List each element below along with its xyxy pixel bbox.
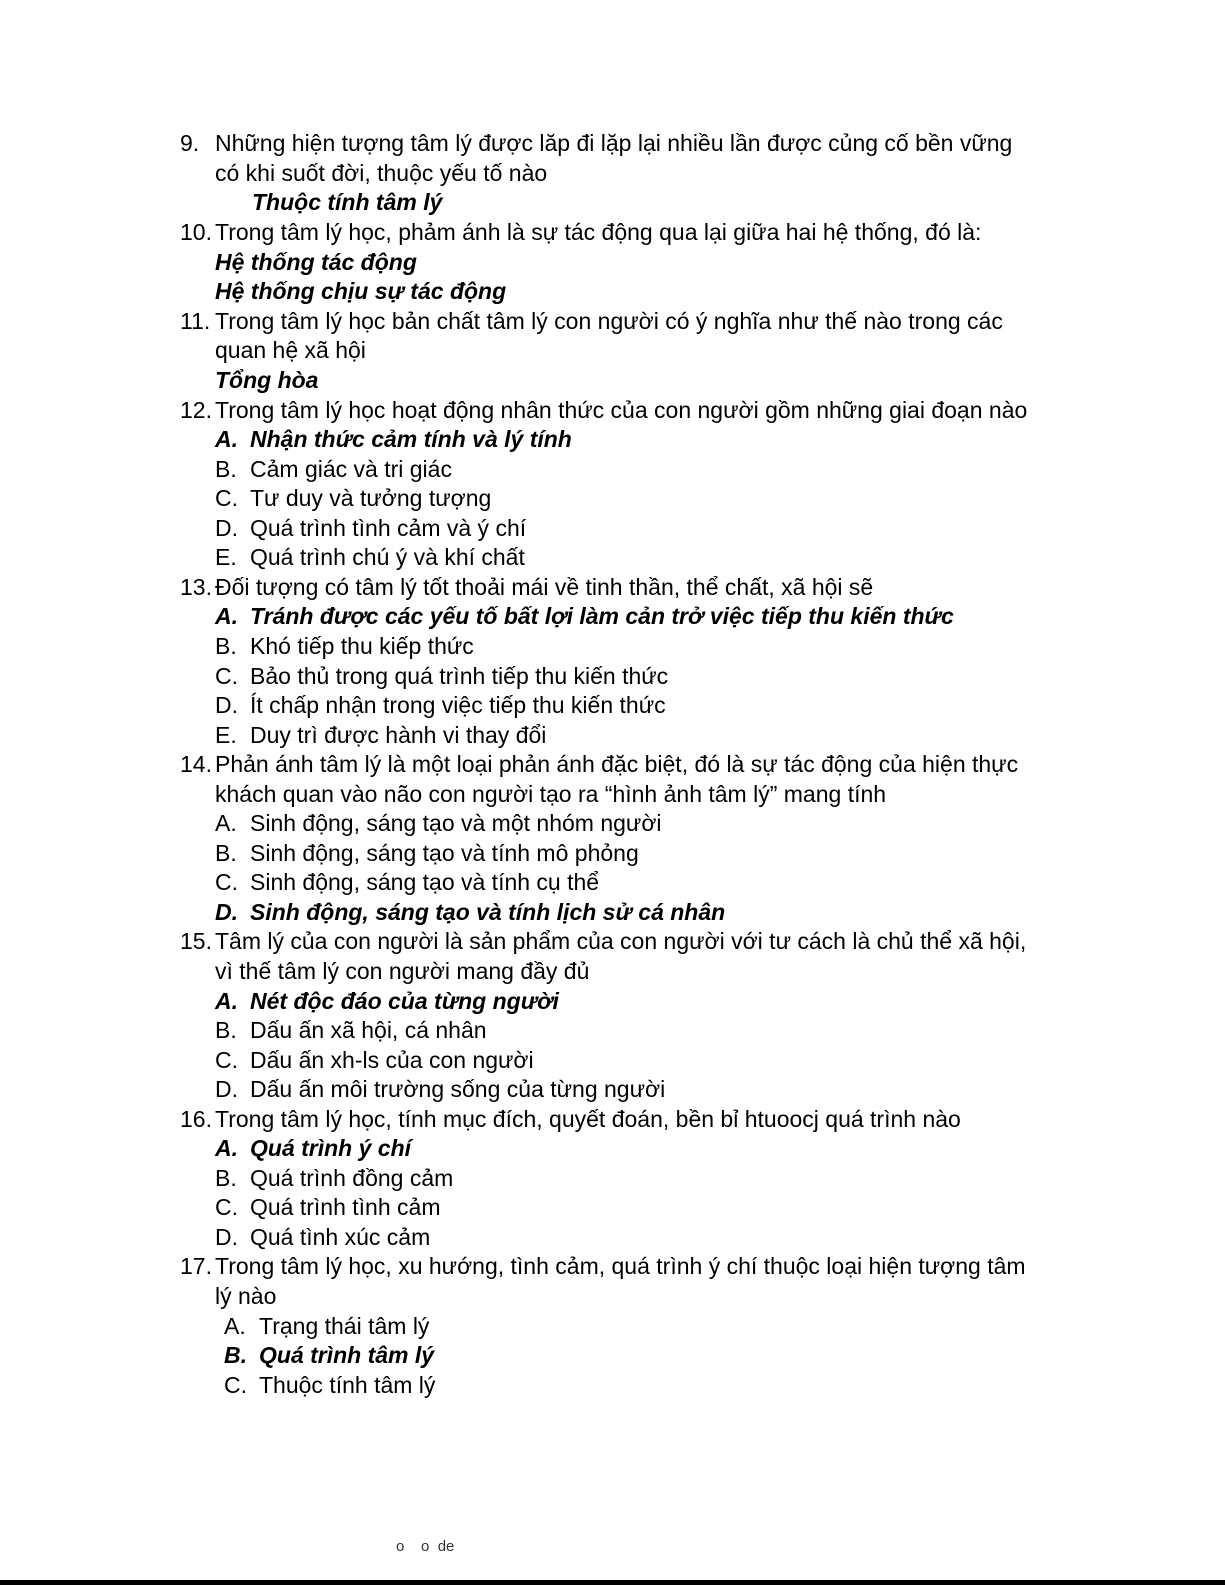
option-text: Quá trình chú ý và khí chất [250,544,525,570]
option-letter: D. [215,899,238,925]
option [215,632,474,662]
question-text: Trong tâm lý học, phảm ánh là sự tác động qua lại giữa hai hệ thống, đó là: [215,219,982,245]
option [215,1164,453,1194]
option-correct [215,987,559,1017]
question-text: Trong tâm lý học hoạt động nhân thức của con người gồm những giai đoạn nào [215,397,1028,423]
question-text: Đối tượng có tâm lý tốt thoải mái về tinh thần, thể chất, xã hội sẽ [215,574,874,600]
option-letter: D. [215,692,238,718]
answer-text: Hệ thống chịu sự tác động [215,278,507,304]
option-text: Trạng thái tâm lý [259,1313,430,1339]
question-text: Trong tâm lý học bản chất tâm lý con người có ý nghĩa như thế nào trong các [215,308,1003,334]
option-text: Duy trì được hành vi thay đổi [250,722,547,748]
option-text: Tư duy và tưởng tượng [250,485,492,511]
option-text: Khó tiếp thu kiếp thức [250,633,474,659]
option [215,868,599,898]
option [215,1046,534,1076]
question-number: 12. [180,397,212,423]
question-text: quan hệ xã hội [215,337,366,363]
option-letter: C. [215,663,238,689]
option [224,1312,429,1342]
question-number: 11. [180,308,211,334]
option-text: Sinh động, sáng tạo và một nhóm người [250,810,662,836]
option-text: Quá tình xúc cảm [250,1224,431,1250]
option-correct [215,1134,411,1164]
option-letter: A. [215,603,238,629]
question-text: Trong tâm lý học, tính mục đích, quyết đoán, bền bỉ htuoocj quá trình nào [215,1106,961,1132]
option-text: Quá trình ý chí [250,1135,412,1161]
option [215,1016,487,1046]
option-letter: E. [215,722,237,748]
option [215,484,491,514]
option-text: Nhận thức cảm tính và lý tính [250,426,572,452]
option-text: Sinh động, sáng tạo và tính lịch sử cá nhân [250,899,726,925]
option-letter: B. [215,456,237,482]
option-letter: C. [215,1047,238,1073]
option-text: Quá trình tình cảm [250,1194,441,1220]
option-letter: B. [215,1165,237,1191]
option [215,662,668,692]
option-text: Dấu ấn môi trường sống của từng người [250,1076,666,1102]
answer-text: Hệ thống tác động [215,249,417,275]
option-text: Quá trình đồng cảm [250,1165,454,1191]
option-text: Sinh động, sáng tạo và tính cụ thể [250,869,600,895]
option-letter: B. [215,1017,237,1043]
question-text: Tâm lý của con người là sản phẩm của con người với tư cách là chủ thể xã hội, [215,928,1027,954]
question-text: Phản ánh tâm lý là một loại phản ánh đặc biệt, đó là sự tác động của hiện thực [215,751,1019,777]
question-number: 15. [180,928,212,954]
option-letter: C. [215,869,238,895]
option-correct [215,602,954,632]
option [215,543,525,573]
option-letter: B. [224,1342,247,1368]
option-text: Sinh động, sáng tạo và tính mô phỏng [250,840,639,866]
option-text: Ít chấp nhận trong việc tiếp thu kiến thức [250,692,666,718]
question-number: 14. [180,751,212,777]
option-letter: B. [215,633,237,659]
answer-text: Tổng hòa [215,367,319,393]
option [215,691,666,721]
option [215,1193,440,1223]
option-correct [224,1341,434,1371]
option-letter: D. [215,515,238,541]
option-text: Quá trình tình cảm và ý chí [250,515,527,541]
question-number: 17. [180,1253,212,1279]
question-text: vì thế tâm lý con người mang đầy đủ [215,958,590,984]
question-text: có khi suốt đời, thuộc yếu tố nào [215,160,548,186]
question-text: Những hiện tượng tâm lý được lăp đi lặp lại nhiều lần được củng cố bền vững [215,130,1013,156]
option-letter: C. [215,485,238,511]
option [215,839,639,869]
question-number: 13. [180,574,212,600]
option-letter: E. [215,544,237,570]
option-letter: D. [215,1076,238,1102]
option-letter: A. [215,1135,238,1161]
answer-text: Thuộc tính tâm lý [252,189,443,215]
option-text: Dấu ấn xã hội, cá nhân [250,1017,487,1043]
option-correct [215,898,725,928]
option [215,514,526,544]
option-letter: A. [224,1313,246,1339]
option-letter: B. [215,840,237,866]
option-text: Nét độc đáo của từng người [250,988,559,1014]
option [215,721,546,751]
option-letter: C. [224,1372,247,1398]
option-letter: A. [215,426,238,452]
option-correct [215,425,572,455]
question-number: 10. [180,219,212,245]
option-text: Thuộc tính tâm lý [259,1372,436,1398]
option [215,455,452,485]
question-text: lý nào [215,1283,277,1309]
option-text: Cảm giác và tri giác [250,456,452,482]
question-text: khách quan vào não con người tạo ra “hình ảnh tâm lý” mang tính [215,781,887,807]
option-text: Quá trình tâm lý [259,1342,435,1368]
option [224,1371,435,1401]
question-number: 16. [180,1106,212,1132]
option [215,809,662,839]
question-text: Trong tâm lý học, xu hướng, tình cảm, quá trình ý chí thuộc loại hiện tượng tâm [215,1253,1026,1279]
page-footer: o o de [396,1538,455,1555]
option-text: Tránh được các yếu tố bất lợi làm cản trở việc tiếp thu kiến thức [250,603,954,629]
option-text: Bảo thủ trong quá trình tiếp thu kiến thức [250,663,669,689]
footer-divider [0,1580,1225,1585]
option-letter: C. [215,1194,238,1220]
option-letter: A. [215,988,238,1014]
option [215,1075,665,1105]
question-number: 9. [180,130,200,156]
option-letter: A. [215,810,237,836]
option [215,1223,430,1253]
option-letter: D. [215,1224,238,1250]
option-text: Dấu ấn xh-ls của con người [250,1047,534,1073]
